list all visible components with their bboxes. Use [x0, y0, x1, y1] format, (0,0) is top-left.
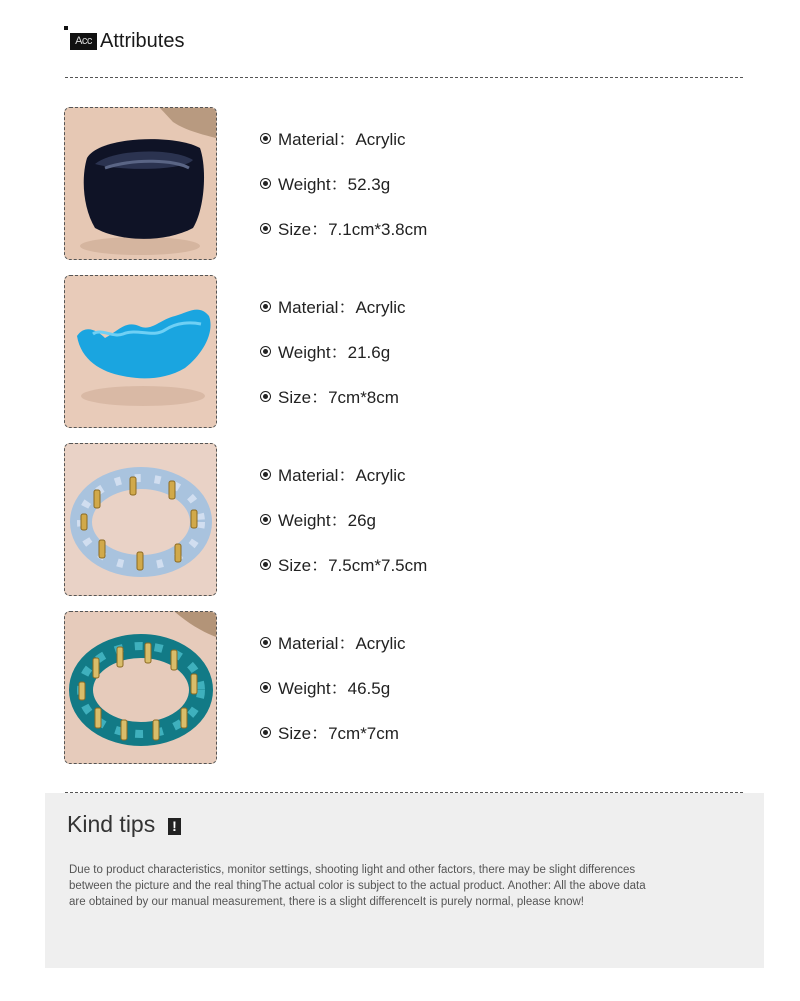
product-item [64, 275, 744, 428]
bullet-icon [260, 514, 271, 525]
header-dot [64, 26, 68, 30]
attr-material: Material：Acrylic [260, 293, 406, 338]
attr-material: Material：Acrylic [260, 629, 406, 674]
acc-label-box: Acc [70, 33, 97, 50]
bottom-divider [65, 792, 743, 793]
product-image-black-bangle[interactable] [64, 107, 217, 260]
product-item [64, 611, 744, 764]
section-title: Attributes [100, 30, 185, 52]
bullet-icon [260, 637, 271, 648]
product-item [64, 107, 744, 260]
attr-weight: Weight：46.5g [260, 674, 406, 719]
bullet-icon [260, 727, 271, 738]
product-attributes [260, 629, 406, 764]
bullet-icon [260, 178, 271, 189]
kind-tips-panel [45, 793, 764, 968]
attr-weight: Weight：26g [260, 506, 427, 551]
bullet-icon [260, 391, 271, 402]
bullet-icon [260, 346, 271, 357]
product-image-blue-cuff[interactable] [64, 275, 217, 428]
bullet-icon [260, 559, 271, 570]
attr-size: Size：7cm*8cm [260, 383, 406, 428]
product-image-teal-bracelet[interactable] [64, 611, 217, 764]
bullet-icon [260, 133, 271, 144]
bullet-icon [260, 682, 271, 693]
bullet-icon [260, 301, 271, 312]
product-item [64, 443, 744, 596]
exclamation-icon: ! [168, 818, 181, 835]
attr-material: Material：Acrylic [260, 125, 427, 170]
attr-material: Material：Acrylic [260, 461, 427, 506]
product-attributes [260, 461, 427, 596]
bullet-icon [260, 223, 271, 234]
product-attributes [260, 293, 406, 428]
attr-size: Size：7.5cm*7.5cm [260, 551, 427, 596]
product-attributes [260, 125, 427, 260]
top-divider [65, 77, 743, 78]
attr-size: Size：7cm*7cm [260, 719, 406, 764]
kind-tips-text: Due to product characteristics, monitor settings, shooting light and other factors, there may be slight differences between the picture and the real thingThe actual color is subject to the actual product. Another: All the above data are obtained by our manual measurement, there is a slight differenceIt is purely normal, please know! [69, 864, 646, 908]
bullet-icon [260, 469, 271, 480]
kind-tips-title: Kind tips [67, 811, 156, 837]
product-image-light-blue-bracelet[interactable] [64, 443, 217, 596]
attr-size: Size：7.1cm*3.8cm [260, 215, 427, 260]
attr-weight: Weight：21.6g [260, 338, 406, 383]
attr-weight: Weight：52.3g [260, 170, 427, 215]
